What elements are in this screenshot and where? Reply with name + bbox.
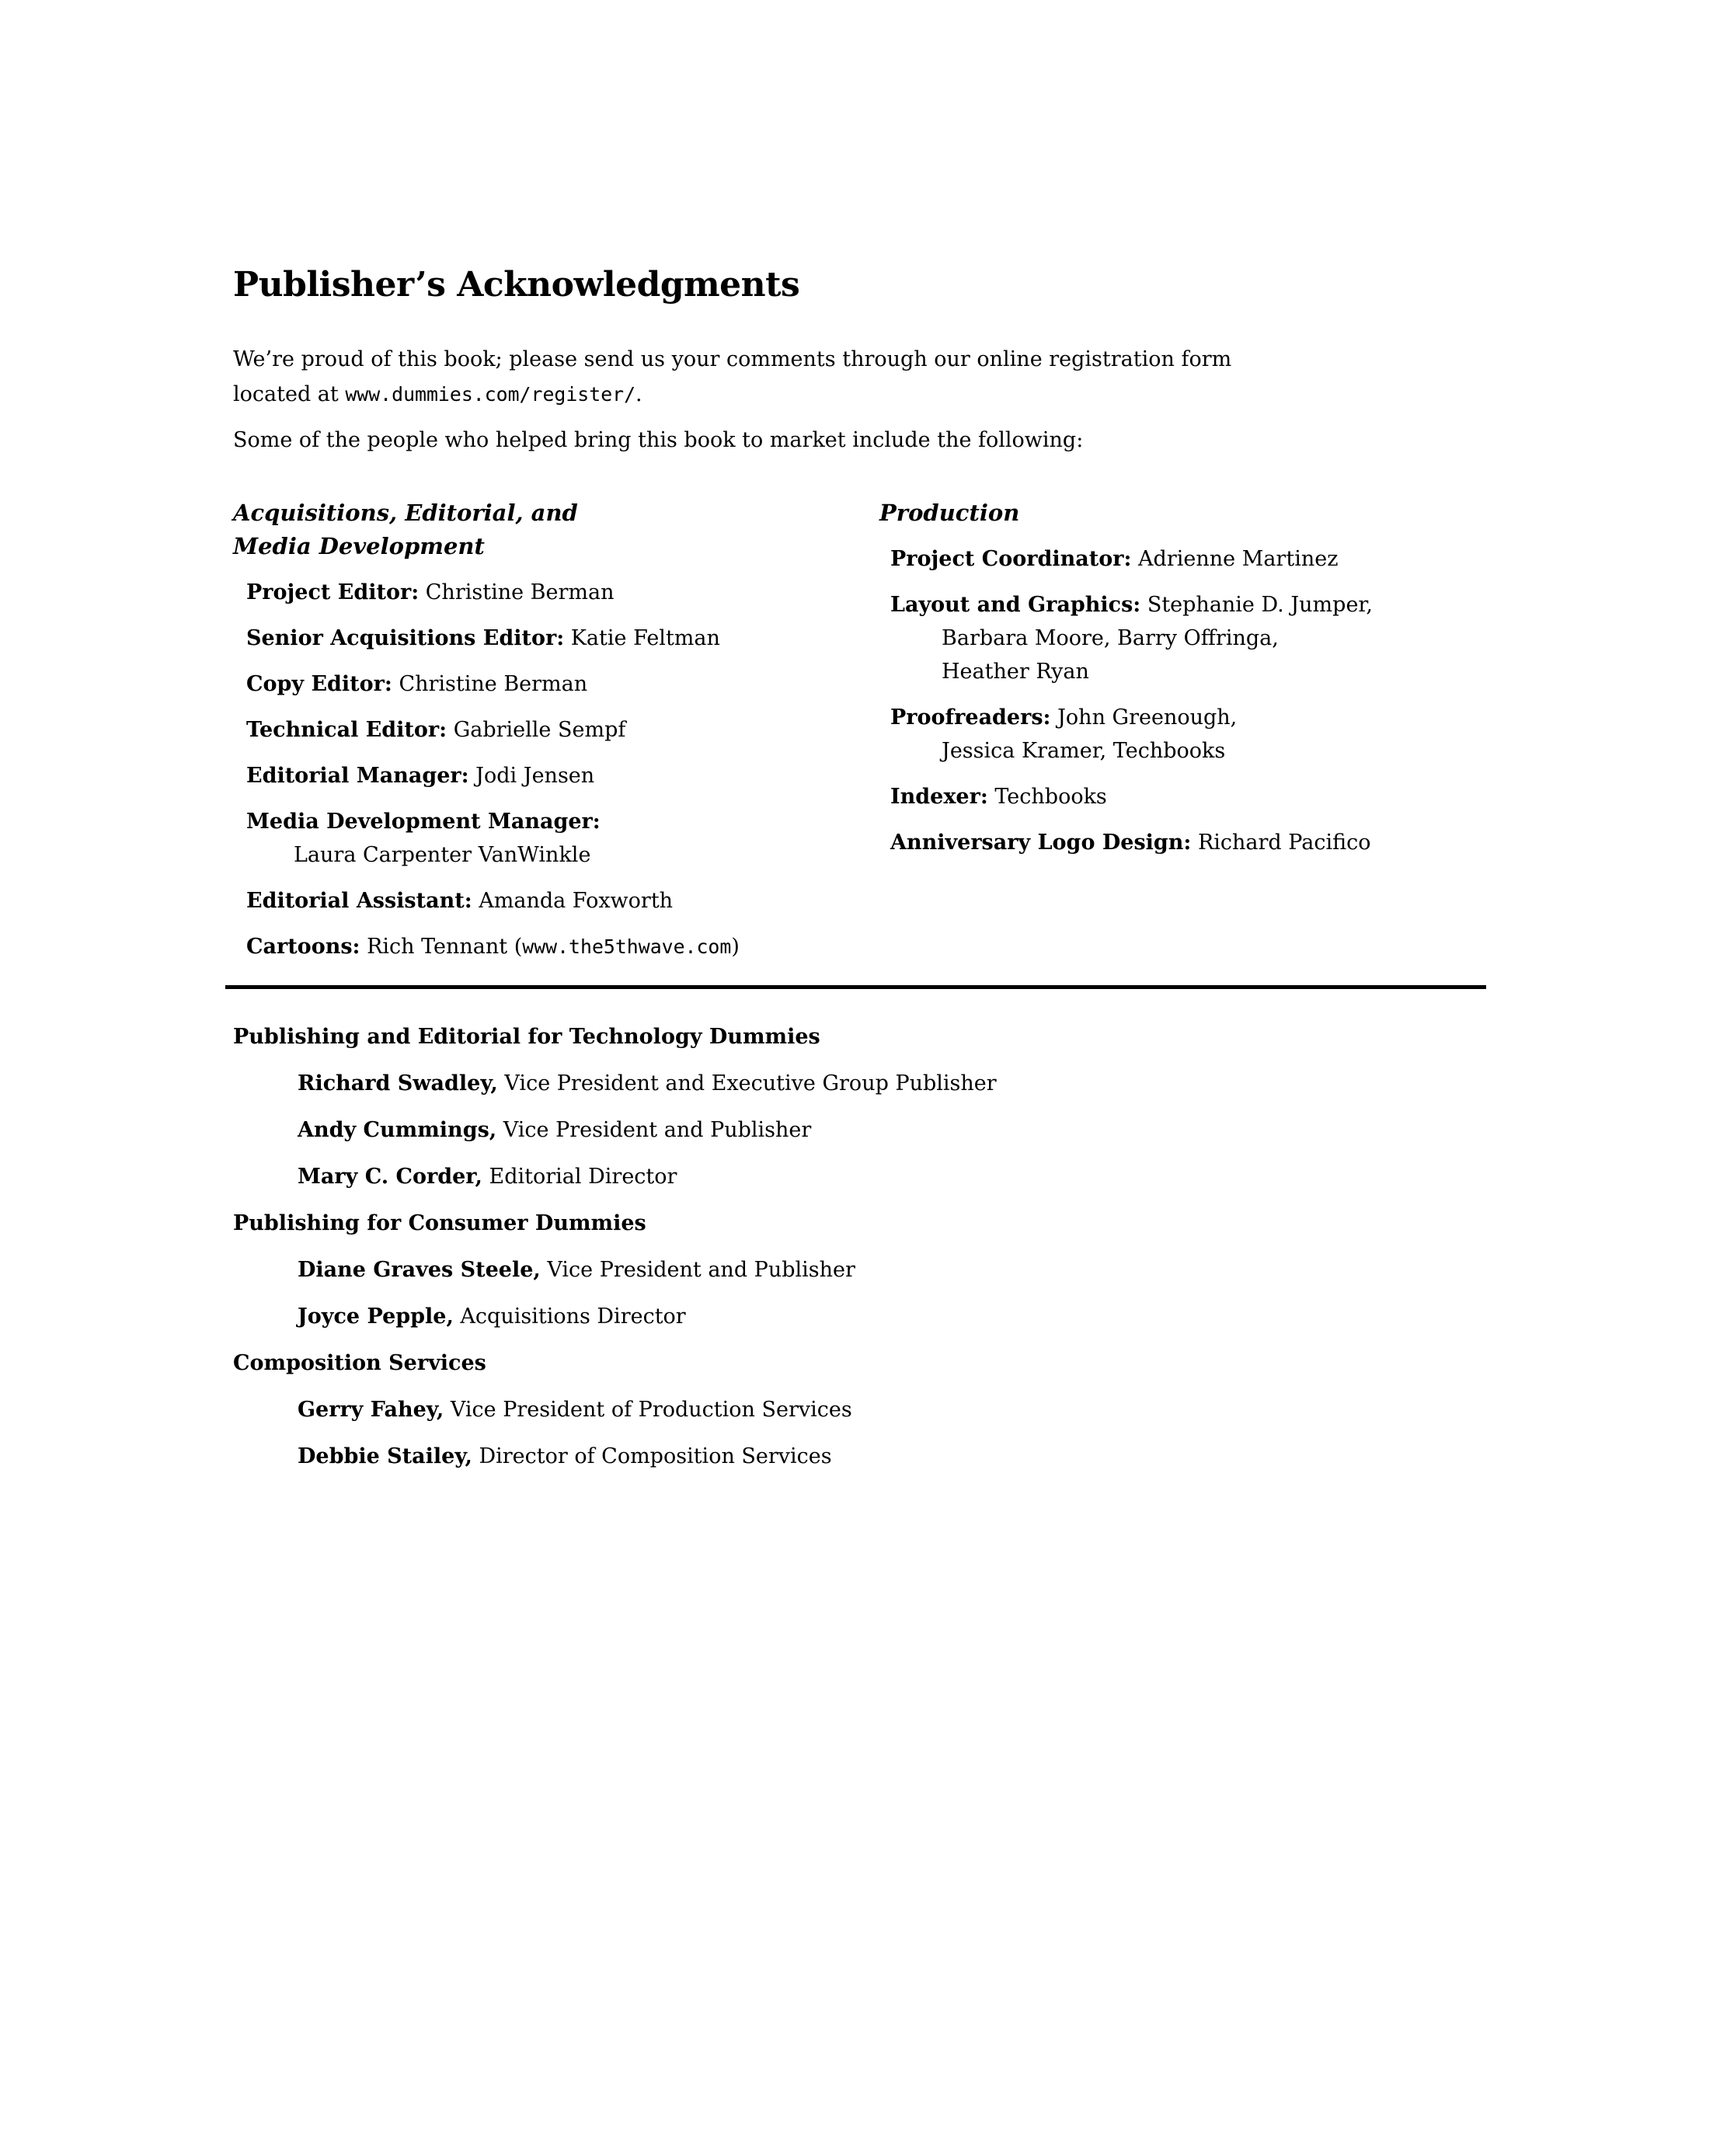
credit-item-copy-editor <box>233 667 879 701</box>
credit-value: Stephanie D. Jumper, <box>1140 593 1373 617</box>
credit-label: Senior Acquisitions Editor: <box>246 626 565 650</box>
credit-item-technical-editor <box>233 713 879 747</box>
right-column-heading <box>879 496 1492 530</box>
credit-value-continuation: Laura Carpenter VanWinkle <box>294 843 591 867</box>
credit-value-continuation: Barbara Moore, Barry Offringa, <box>942 626 1279 650</box>
credit-value-suffix: ) <box>731 935 740 959</box>
credit-value-continuation: Heather Ryan <box>942 660 1089 684</box>
credit-label: Anniversary Logo Design: <box>890 831 1192 855</box>
staff-entry <box>233 1300 1492 1333</box>
credit-value: Gabrielle Sempf <box>447 718 626 742</box>
credit-item-project-coordinator <box>879 542 1492 576</box>
credit-value-continuation: Jessica Kramer, Techbooks <box>942 739 1226 763</box>
credit-item-editorial-manager <box>233 759 879 792</box>
credit-value: John Greenough, <box>1050 705 1238 730</box>
credit-item-proofreaders <box>879 701 1492 768</box>
credit-value: Rich Tennant ( <box>360 935 523 959</box>
staff-entry <box>233 1113 1492 1147</box>
staff-role: Vice President and Executive Group Publisher <box>497 1071 997 1095</box>
credit-item-media-development-manager <box>233 805 879 872</box>
book-page-content <box>233 264 1492 1486</box>
divider-rule <box>225 985 1486 989</box>
intro-paragraph-2: Some of the people who helped bring this book to market include the following: <box>233 428 1084 452</box>
credit-label: Cartoons: <box>246 935 360 959</box>
credit-label: Editorial Manager: <box>246 764 469 788</box>
credit-label: Technical Editor: <box>246 718 447 742</box>
intro-line-2-prefix: located at <box>233 382 346 406</box>
section-heading-consumer-dummies: Publishing for Consumer Dummies <box>233 1211 646 1235</box>
staff-entry <box>233 1160 1492 1193</box>
credit-value: Katie Feltman <box>564 626 720 650</box>
staff-name: Joyce Pepple, <box>298 1304 454 1329</box>
credit-label: Media Development Manager: <box>246 810 601 834</box>
credit-value: Richard Pacifico <box>1191 831 1371 855</box>
intro-line-2 <box>233 377 1492 412</box>
staff-name: Debbie Stailey, <box>298 1444 472 1468</box>
credit-value: Adrienne Martinez <box>1131 547 1339 571</box>
staff-name: Gerry Fahey, <box>298 1398 444 1422</box>
staff-sections <box>233 1020 1492 1473</box>
right-heading-line: Production <box>879 500 1020 526</box>
intro-line-1: We’re proud of this book; please send us your comments through our online registration form <box>233 347 1232 371</box>
staff-name: Andy Cummings, <box>298 1118 497 1142</box>
credit-value: Christine Berman <box>392 672 588 696</box>
left-heading-line: Acquisitions, Editorial, and <box>233 500 578 526</box>
staff-role: Vice President of Production Services <box>444 1398 852 1422</box>
credit-item-cartoons <box>233 930 879 963</box>
credit-item-editorial-assistant <box>233 884 879 918</box>
credits-left-column <box>233 496 879 976</box>
staff-name: Diane Graves Steele, <box>298 1258 541 1282</box>
credit-value: Techbooks <box>987 785 1107 809</box>
credit-item-senior-acquisitions-editor <box>233 622 879 655</box>
credit-label: Indexer: <box>890 785 988 809</box>
registration-url: www.dummies.com/register/ <box>345 383 636 406</box>
section-heading-composition-services: Composition Services <box>233 1351 486 1375</box>
credit-label: Copy Editor: <box>246 672 392 696</box>
credit-label: Proofreaders: <box>890 705 1051 730</box>
credits-right-column <box>879 496 1492 976</box>
staff-name: Mary C. Corder, <box>298 1165 482 1189</box>
page-title: Publisher’s Acknowledgments <box>233 265 800 305</box>
credit-value: Jodi Jensen <box>468 764 595 788</box>
left-column-heading <box>233 496 879 563</box>
credit-label: Project Editor: <box>246 580 420 604</box>
cartoonist-url: www.the5thwave.com <box>522 935 732 958</box>
section-heading-technology-dummies: Publishing and Editorial for Technology Dummies <box>233 1025 820 1049</box>
staff-name: Richard Swadley, <box>298 1071 498 1095</box>
staff-entry <box>233 1393 1492 1426</box>
credit-label: Layout and Graphics: <box>890 593 1141 617</box>
staff-role: Vice President and Publisher <box>496 1118 812 1142</box>
credit-item-indexer <box>879 780 1492 813</box>
credit-value: Amanda Foxworth <box>472 889 674 913</box>
staff-role: Vice President and Publisher <box>540 1258 855 1282</box>
staff-entry <box>233 1440 1492 1473</box>
intro-paragraph-1 <box>233 342 1492 412</box>
staff-entry <box>233 1067 1492 1100</box>
staff-role: Acquisitions Director <box>453 1304 686 1329</box>
staff-entry <box>233 1253 1492 1287</box>
credit-label: Project Coordinator: <box>890 547 1132 571</box>
credit-item-anniversary-logo-design <box>879 826 1492 859</box>
credits-columns <box>233 496 1492 976</box>
intro-line-2-suffix: . <box>635 382 642 406</box>
staff-role: Director of Composition Services <box>472 1444 832 1468</box>
credit-value: Christine Berman <box>419 580 615 604</box>
credit-item-project-editor <box>233 576 879 609</box>
credit-label: Editorial Assistant: <box>246 889 472 913</box>
credit-item-layout-and-graphics <box>879 588 1492 688</box>
left-heading-line: Media Development <box>233 533 485 559</box>
staff-role: Editorial Director <box>482 1165 677 1189</box>
